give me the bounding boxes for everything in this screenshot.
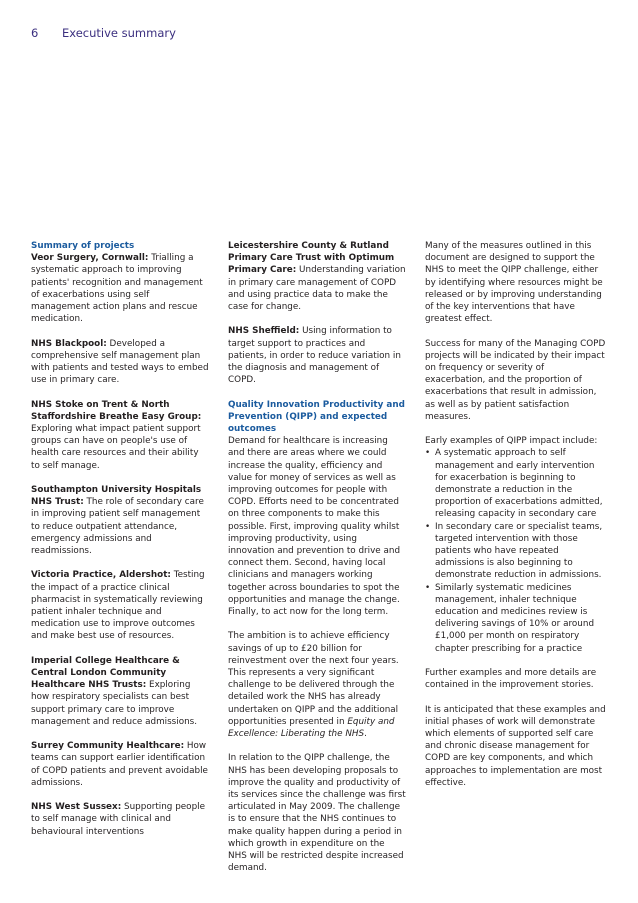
success-paragraph: Success for many of the Managing COPD projects will be indicated by their impact on frequency or severity of exacerbation, and the proportion of exacerbations that result in admission, as well as by patient satisfaction measures. [425,338,606,422]
project-surrey-desc: How teams can support earlier identification of COPD patients and prevent avoidable admissions. [31,741,208,788]
project-sheffield-name: NHS Sheffield: [228,326,300,337]
project-stoke-name: NHS Stoke on Trent & North Staffordshire Breathe Easy Group: [31,399,202,422]
project-southampton-desc: The role of secondary care in improving patient self management to reduce outpatient attendance, emergency admissions and readmissions. [31,497,204,557]
anticipated-paragraph: It is anticipated that these examples and initial phases of work will demonstrate which elements of supported self care and chronic disease management for COPD are key components, and which approaches to implementation are most effective. [425,704,606,788]
impact-bullet-list [425,447,607,654]
qipp-challenge-paragraph: In relation to the QIPP challenge, the NHS has been developing proposals to improve the quality and productivity of its services since the challenge was first articulated in May 2009. The challenge is to ensure that the NHS continues to make quality happen during a period in which growth in expenditure on the NHS will be restricted despite increased demand. [228,753,406,874]
project-stoke [31,399,209,472]
column-projects [31,240,209,850]
further-examples-paragraph: Further examples and more details are contained in the improvement stories. [425,668,597,691]
qipp-ambition-text: The ambition is to achieve efficiency savings of up to £20 billion for reinvestment over the next four years. This represents a very significant challenge to be delivered through the detailed work the NHS has already undertaken on QIPP and the additional opportunities presented in [228,631,399,727]
page-header [31,26,176,40]
qipp-heading: Quality Innovation Productivity and Prevention (QIPP) and expected outcomes [228,399,405,435]
qipp-heading-block [228,399,406,436]
project-blackpool [31,338,209,387]
section-title: Executive summary [62,26,176,40]
project-surrey-name: Surrey Community Healthcare: [31,741,185,752]
project-stoke-desc: Exploring what impact patient support groups can have on people's use of health care resources and their ability to self manage. [31,424,201,471]
project-sheffield-desc: Using information to target support to practices and patients, in order to reduce variation in the diagnosis and management of COPD. [228,326,401,386]
projects-heading-block [31,240,209,252]
project-imperial [31,655,209,728]
project-southampton [31,484,209,557]
project-victoria [31,569,209,642]
project-surrey [31,740,209,789]
project-imperial-name: Imperial College Healthcare & Central London Community Healthcare NHS Trusts: [31,655,180,691]
project-southampton-name: Southampton University Hospitals NHS Trust: [31,485,202,508]
project-victoria-desc: Testing the impact of a practice clinical pharmacist in systematically reviewing patient inhaler technique and medication use to improve outcomes and make best use of resources. [31,570,205,642]
project-imperial-desc: Exploring how respiratory specialists can best support primary care to improve management and reduce admissions. [31,680,198,727]
project-west-sussex-name: NHS West Sussex: [31,802,122,813]
impact-bullet: • Similarly systematic medicines management, inhaler technique education and medicines review is delivering savings of 10% or around £1,000 per month on respiratory chapter prescribing for a practice [425,582,607,655]
examples-intro: Early examples of QIPP impact include: [425,436,598,447]
project-leicestershire-name: Leicestershire County & Rutland Primary Care Trust with Optimum Primary Care: [228,241,395,276]
project-sheffield [228,325,406,386]
project-blackpool-desc: Developed a comprehensive self management plan with patients and tested ways to embed use in primary care. [31,338,209,386]
qipp-ambition-publication: Equity and Excellence: Liberating the NHS [228,716,395,740]
project-veor-desc: Trialling a systematic approach to improving patients' recognition and management of exacerbations using self management action plans and rescue medication. [31,253,203,325]
column-qipp [228,240,406,887]
project-leicestershire [228,240,406,313]
qipp-ambition-end: . [364,729,367,740]
page-number: 6 [31,26,39,40]
qipp-ambition-paragraph [228,630,406,740]
project-west-sussex [31,801,209,838]
project-west-sussex-desc: Supporting people to self manage with clinical and behavioural interventions [31,802,206,837]
qipp-demand-paragraph: Demand for healthcare is increasing and there are areas where we could increase the quality, efficiency and value for money of services as well as improving outcomes for people with COPD. Efforts need to be concentrated on three components to make this possible. First, improving quality whilst improving productivity, using innovation and prevention to drive and connect them. Second, having local clinicians and managers working together across boundaries to spot the opportunities and manage the change. Finally, to act now for the long term. [228,436,401,618]
projects-heading: Summary of projects [31,241,135,251]
impact-bullet: • In secondary care or specialist teams, targeted intervention with those patients who have repeated admissions is also beginning to demonstrate reduction in admissions. [425,521,607,582]
measures-paragraph: Many of the measures outlined in this document are designed to support the NHS to meet the QIPP challenge, either by identifying where resources might be released or by improving understanding of the key interventions that have greatest effect. [425,241,603,325]
project-veor [31,252,209,325]
project-victoria-name: Victoria Practice, Aldershot: [31,570,171,581]
impact-bullet: • A systematic approach to self management and early intervention for exacerbation is beginning to demonstrate a reduction in the proportion of exacerbations admitted, releasing capacity in secondary care [425,447,607,520]
project-veor-name: Veor Surgery, Cornwall: [31,253,149,264]
column-impact [425,240,607,801]
project-leicestershire-desc: Understanding variation in primary care management of COPD and using practice data to make the case for change. [228,265,406,313]
project-blackpool-name: NHS Blackpool: [31,338,107,349]
